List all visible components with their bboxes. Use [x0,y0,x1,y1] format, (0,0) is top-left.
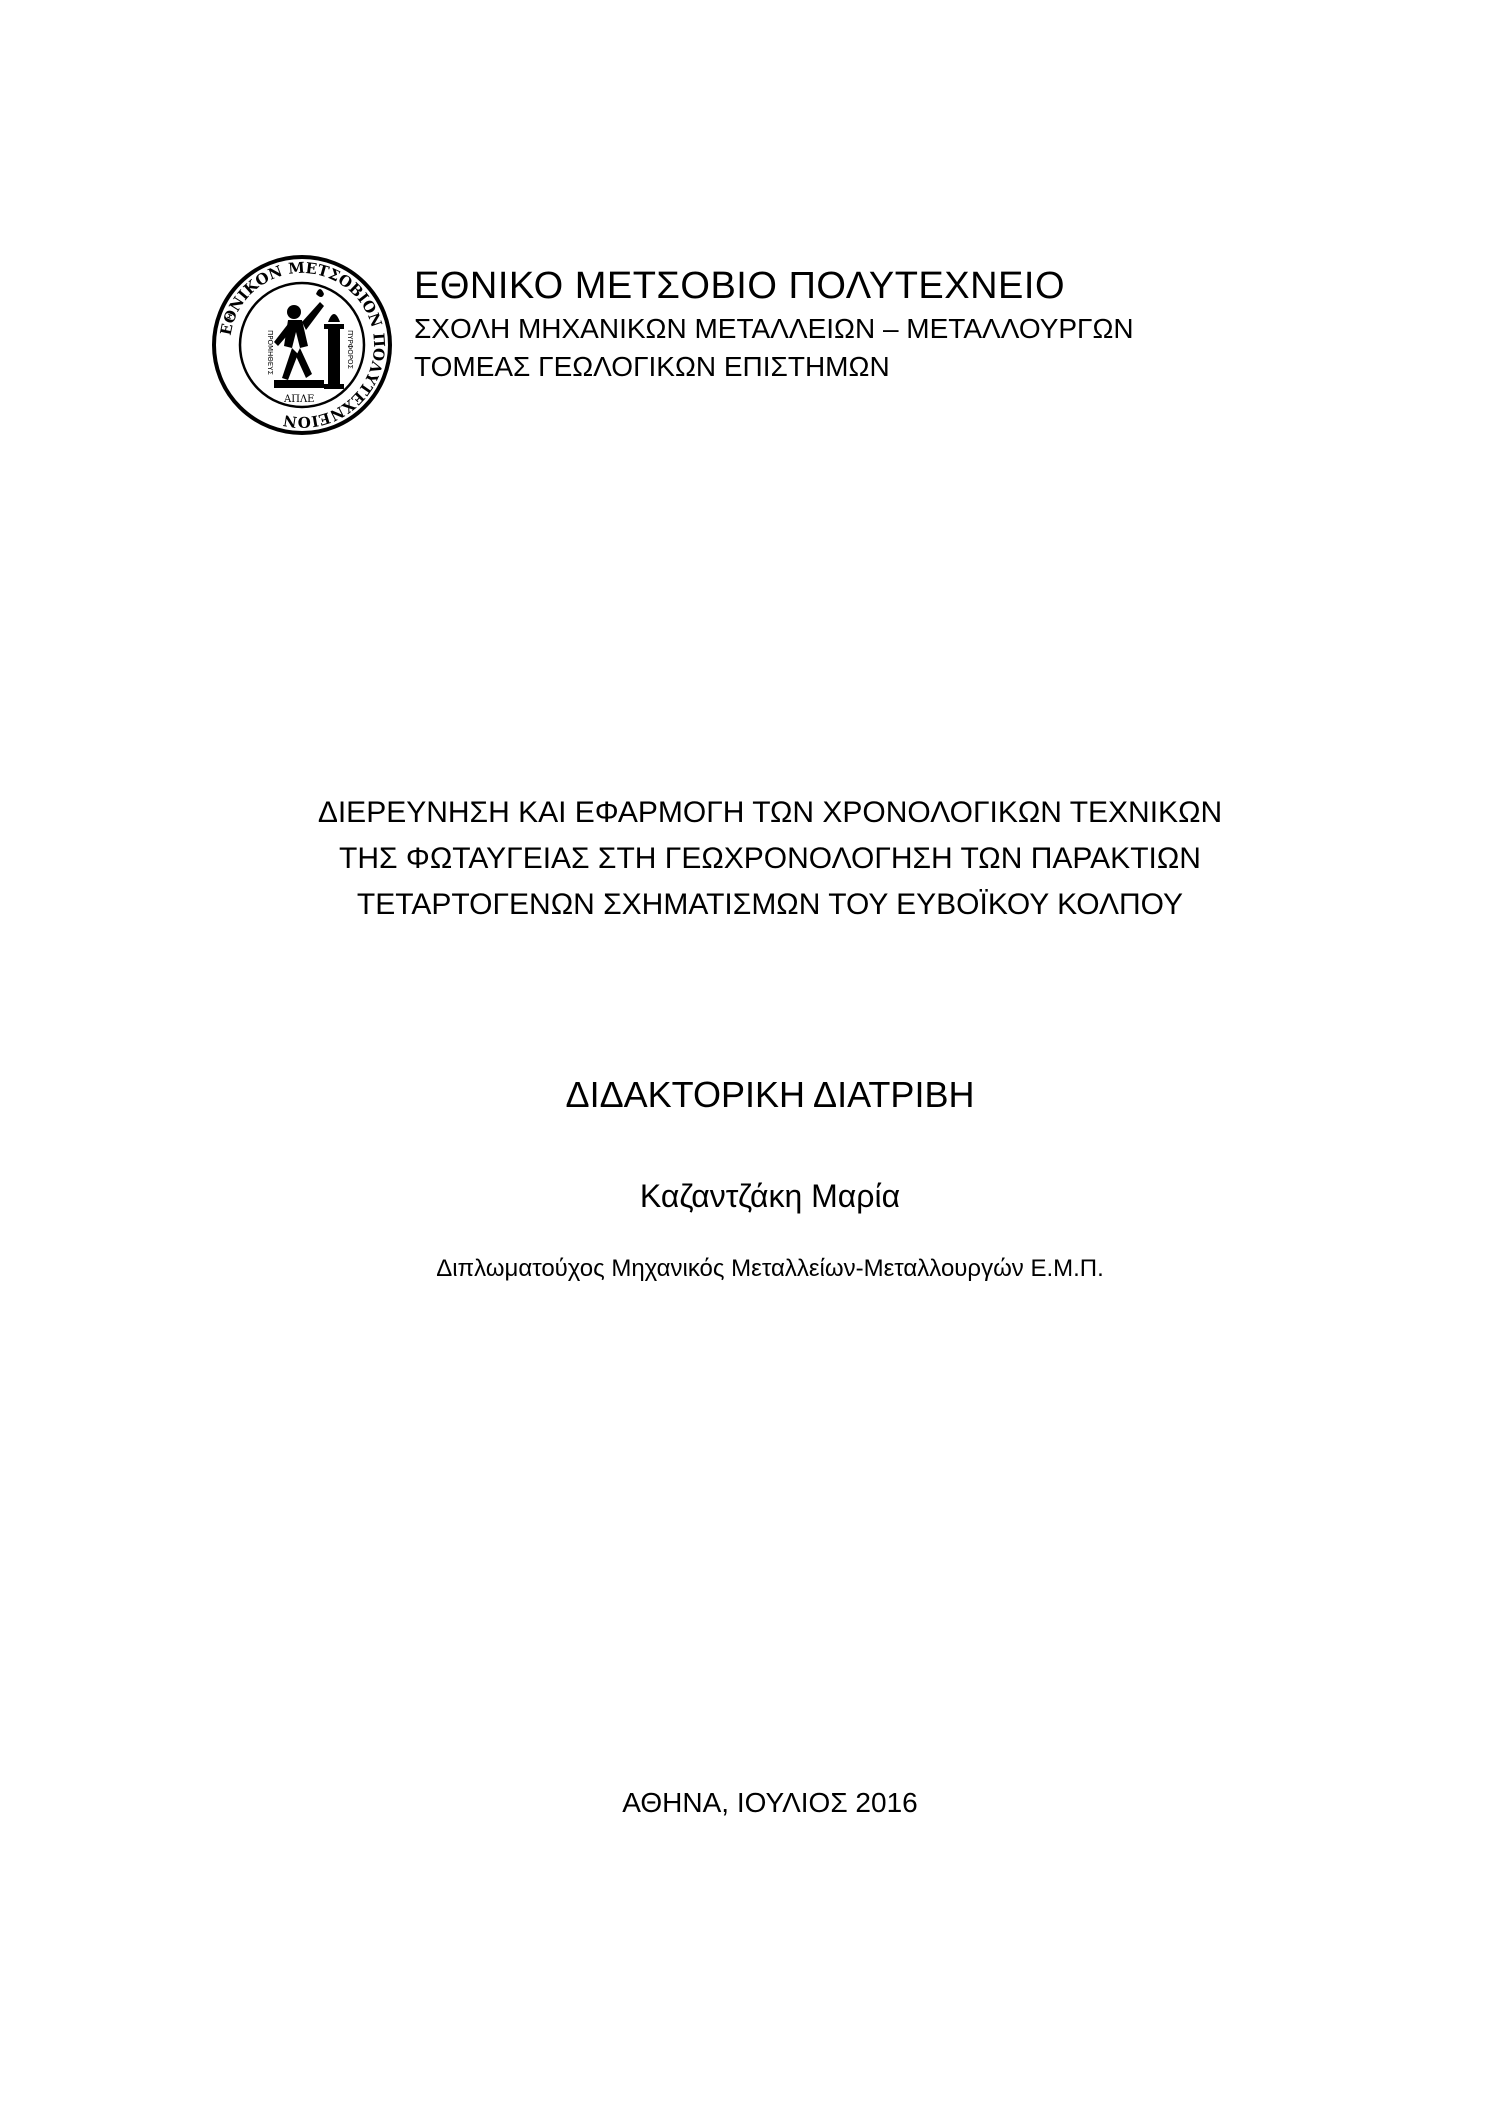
title-line: ΔΙΕΡΕΥΝΗΣΗ ΚΑΙ ΕΦΑΡΜΟΓΗ ΤΩΝ ΧΡΟΝΟΛΟΓΙΚΩΝ ΤΕΧΝΙΚΩΝ [317,796,1223,829]
author-name: Καζαντζάκη Μαρία [639,1178,901,1214]
school-name: ΣΧΟΛΗ ΜΗΧΑΝΙΚΩΝ ΜΕΤΑΛΛΕΙΩΝ – ΜΕΤΑΛΛΟΥΡΓΩΝ [414,313,1134,344]
title-line: ΤΗΣ ΦΩΤΑΥΓΕΙΑΣ ΣΤΗ ΓΕΩΧΡΟΝΟΛΟΓΗΣΗ ΤΩΝ ΠΑΡΑΚΤΙΩΝ [339,842,1201,875]
sector-name: ΤΟΜΕΑΣ ΓΕΩΛΟΓΙΚΩΝ ΕΠΙΣΤΗΜΩΝ [414,351,890,382]
institution-header [414,262,1314,386]
svg-text:ΑΠΛΕ: ΑΠΛΕ [284,394,315,405]
svg-text:ΠΥΡΦΟΡΟΣ: ΠΥΡΦΟΡΟΣ [346,330,354,369]
place-date: ΑΘΗΝΑ, ΙΟΥΛΙΟΣ 2016 [622,1787,918,1818]
title-line: ΤΕΤΑΡΤΟΓΕΝΩΝ ΣΧΗΜΑΤΙΣΜΩΝ ΤΟΥ ΕΥΒΟΪΚΟΥ ΚΟΛΠΟΥ [356,888,1184,921]
svg-text:ΠΡΟΜΗΘΕΥΣ: ΠΡΟΜΗΘΕΥΣ [266,330,274,375]
author-qualification: Διπλωματούχος Μηχανικός Μεταλλείων-Μεταλλουργών Ε.Μ.Π. [436,1255,1104,1282]
document-type: ΔΙΔΑΚΤΟΡΙΚΗ ΔΙΑΤΡΙΒΗ [565,1074,975,1115]
institution-name: ΕΘΝΙΚΟ ΜΕΤΣΟΒΙΟ ΠΟΛΥΤΕΧΝΕΙΟ [414,265,1066,307]
thesis-title [0,790,1488,928]
svg-text:ΕΘΝΙΚΟΝ ΜΕΤΣΟΒΙΟΝ ΠΟΛΥΤΕΧΝΕΙΟΝ: ΕΘΝΙΚΟΝ ΜΕΤΣΟΒΙΟΝ ΠΟΛΥΤΕΧΝΕΙΟΝ [216,258,389,432]
ntua-seal-icon [212,250,392,440]
